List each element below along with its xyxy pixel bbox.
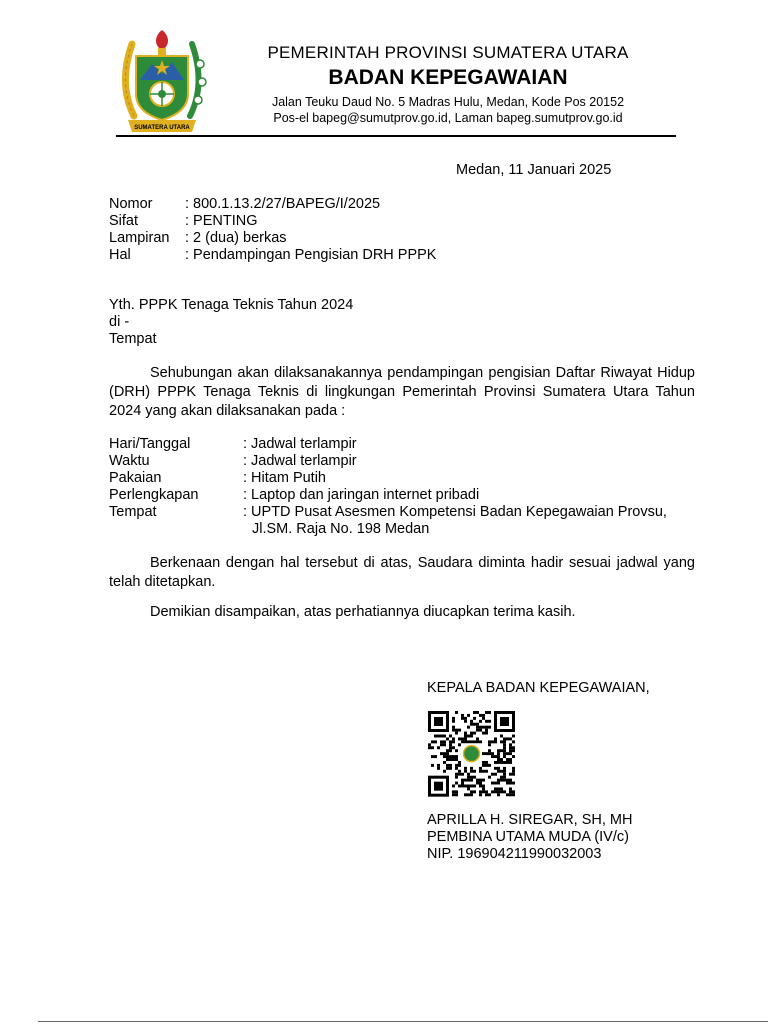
event-details: [109, 436, 699, 538]
meta-row-nomor: [109, 196, 436, 213]
detail-label: Perlengkapan: [109, 487, 199, 503]
signatory-title: KEPALA BADAN KEPEGAWAIAN,: [427, 680, 650, 696]
closing-text: Demikian disampaikan, atas perhatiannya diucapkan terima kasih.: [150, 604, 576, 620]
recipient-place: Tempat: [109, 331, 157, 347]
detail-label: Waktu: [109, 453, 150, 469]
detail-value: : Laptop dan jaringan internet pribadi: [243, 487, 480, 503]
recipient-block: [109, 297, 353, 348]
sumut-emblem-icon: [114, 24, 210, 136]
meta-value: : Pendampingan Pengisian DRH PPPK: [185, 247, 437, 263]
meta-label: Nomor: [109, 196, 153, 212]
signatory-block: [427, 812, 632, 863]
letter-meta: [109, 196, 436, 264]
detail-value: : Jadwal terlampir: [243, 436, 357, 452]
intro-text: Sehubungan akan dilaksanakannya pendampingan pengisian Daftar Riwayat Hidup (DRH) PPPK Tenaga Teknis di lingkungan Pemerintah Provinsi Sumatera Utara Tahun 2024 yang akan dilaksanakan pada :: [109, 365, 695, 419]
letter-date: Medan, 11 Januari 2025: [456, 162, 612, 178]
government-logo: [114, 24, 210, 136]
recipient-name: Yth. PPPK Tenaga Teknis Tahun 2024: [109, 297, 354, 313]
letterhead-divider: [116, 135, 676, 137]
signatory-nip: NIP. 196904211990032003: [427, 846, 602, 862]
detail-row-pakaian: [109, 470, 699, 487]
detail-value: : UPTD Pusat Asesmen Kompetensi Badan Kepegawaian Provsu, Jl.SM. Raja No. 198 Medan: [243, 504, 667, 537]
meta-value: : PENTING: [185, 213, 258, 229]
closing-paragraph: [109, 603, 695, 622]
detail-row-waktu: [109, 453, 699, 470]
detail-label: Tempat: [109, 504, 157, 520]
meta-row-lampiran: [109, 230, 436, 247]
request-text: Berkenaan dengan hal tersebut di atas, Saudara diminta hadir sesuai jadwal yang telah ditetapkan.: [109, 555, 695, 590]
signatory-name: APRILLA H. SIREGAR, SH, MH: [427, 812, 633, 828]
qr-code-icon: [428, 711, 518, 797]
page-bottom-edge: [38, 1021, 768, 1022]
request-paragraph: [109, 554, 695, 592]
meta-label: Hal: [109, 247, 131, 263]
intro-paragraph: [109, 364, 695, 421]
meta-label: Sifat: [109, 213, 139, 229]
detail-value: : Hitam Putih: [243, 470, 326, 486]
meta-value: : 2 (dua) berkas: [185, 230, 287, 246]
address-line-1: Jalan Teuku Daud No. 5 Madras Hulu, Medan, Kode Pos 20152: [271, 95, 625, 109]
detail-label: Pakaian: [109, 470, 162, 486]
detail-row-tempat: [109, 504, 699, 538]
meta-value: : 800.1.13.2/27/BAPEG/I/2025: [185, 196, 381, 212]
detail-value: : Jadwal terlampir: [243, 453, 357, 469]
recipient-di: di -: [109, 314, 130, 330]
detail-row-perlengkapan: [109, 487, 699, 504]
svg-text:SUMATERA UTARA: SUMATERA UTARA: [134, 125, 190, 131]
government-name: PEMERINTAH PROVINSI SUMATERA UTARA: [267, 43, 629, 62]
signatory-rank: PEMBINA UTAMA MUDA (IV/c): [427, 829, 629, 845]
meta-row-hal: [109, 247, 436, 264]
agency-name: BADAN KEPEGAWAIAN: [328, 66, 568, 89]
qr-code-signature: [428, 711, 518, 797]
detail-label: Hari/Tanggal: [109, 436, 191, 452]
address-line-2: Pos-el bapeg@sumutprov.go.id, Laman bapeg.sumutprov.go.id: [273, 111, 623, 125]
meta-row-sifat: [109, 213, 436, 230]
meta-label: Lampiran: [109, 230, 170, 246]
detail-row-hari: [109, 436, 699, 453]
